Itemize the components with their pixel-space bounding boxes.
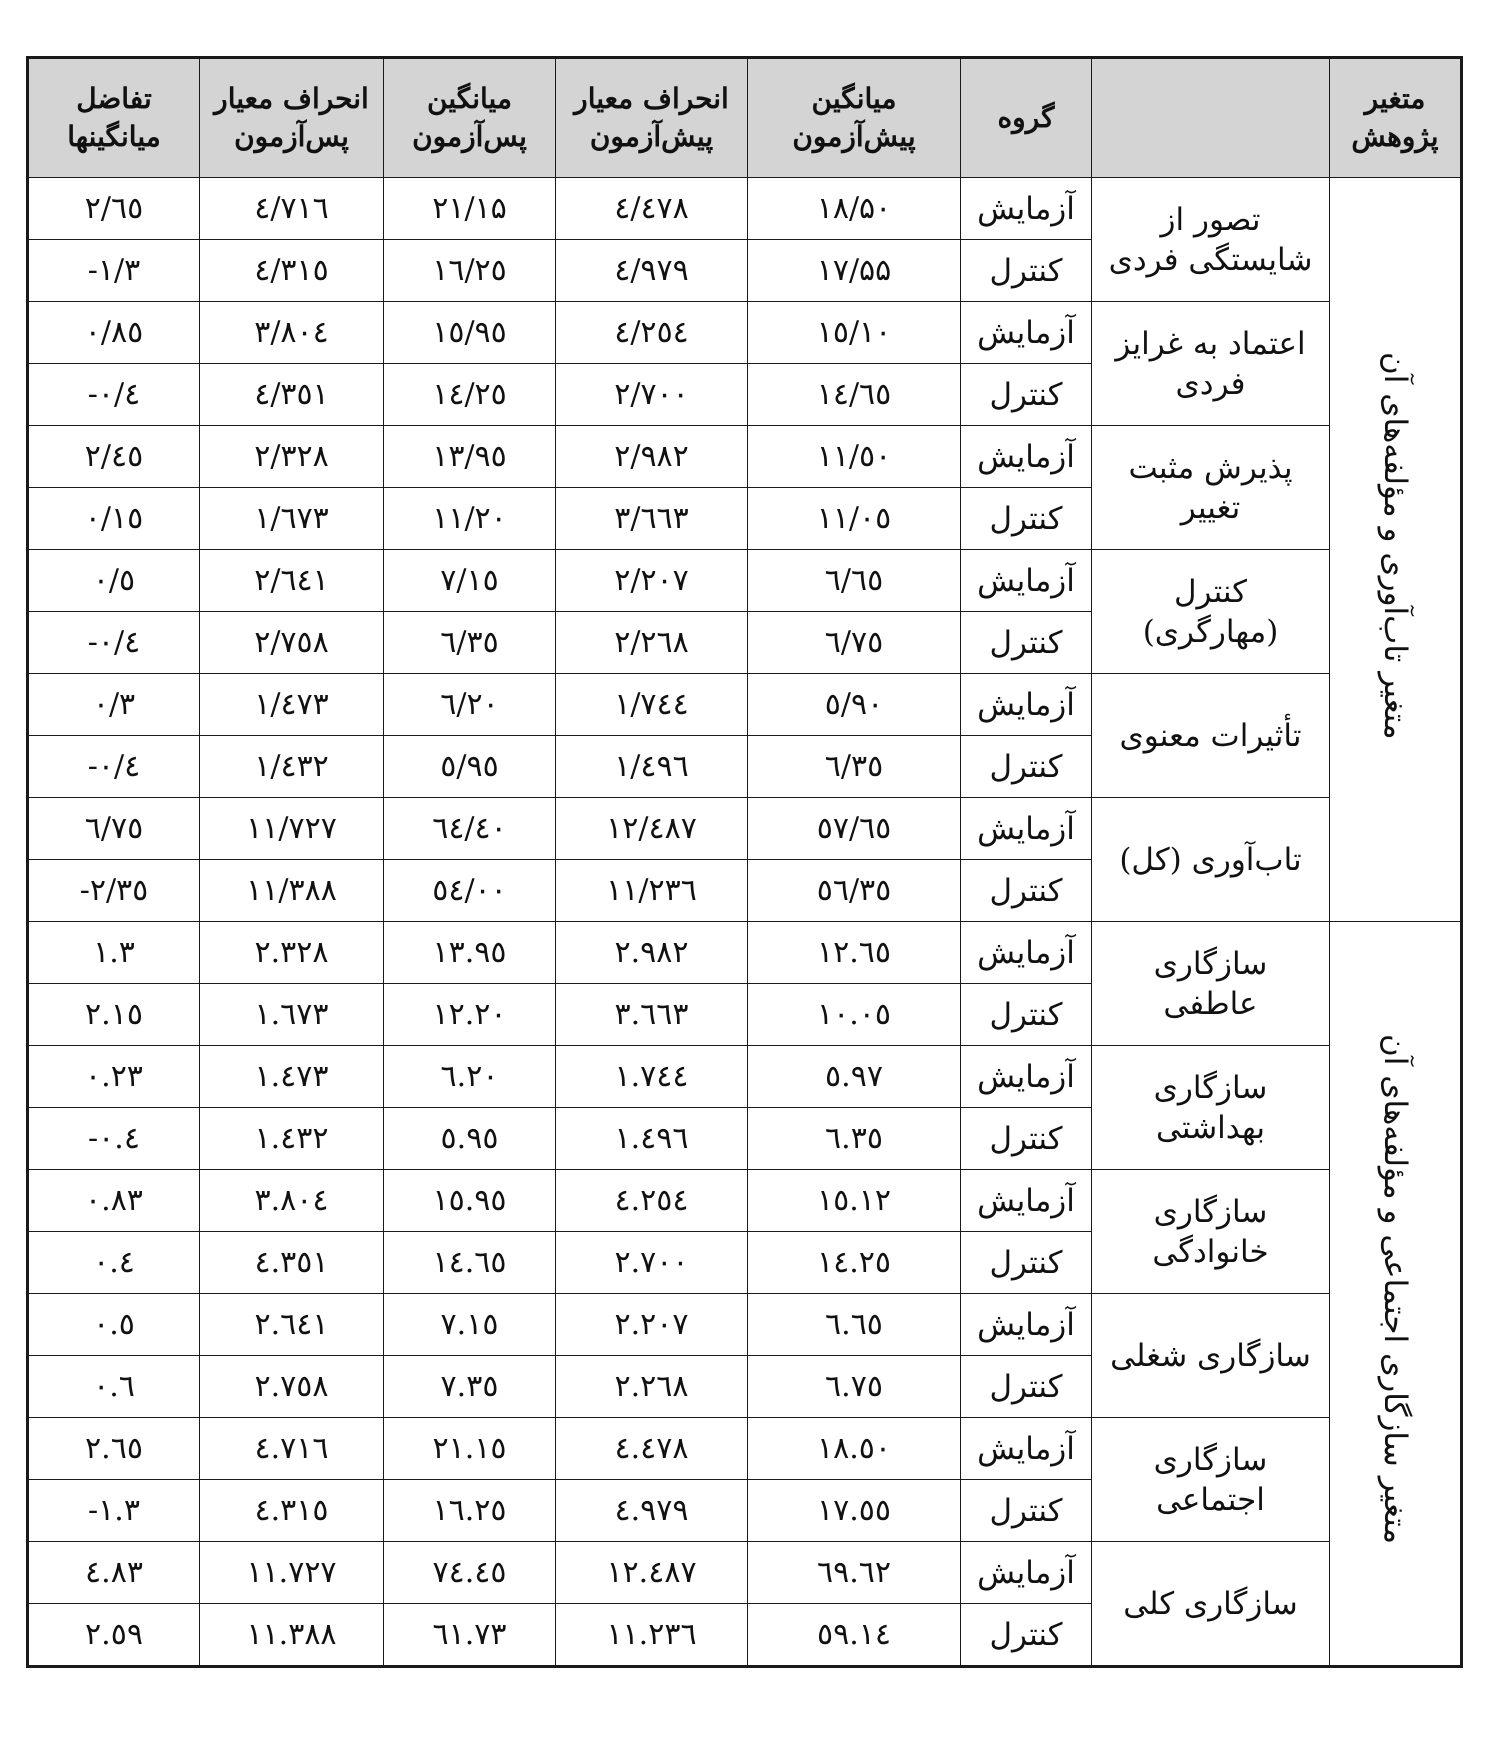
- pre-sd-cell: ۲.۲٦۸: [556, 1356, 748, 1418]
- header-post-sd: انحراف معیار پس‌آزمون: [200, 58, 384, 178]
- post-mean-cell: ٦/۳٥: [384, 612, 556, 674]
- table-row: [28, 426, 1462, 488]
- diff-cell: ۱.۳: [28, 922, 200, 984]
- subscale-label: تصور از: [1160, 201, 1261, 238]
- pre-mean-cell: ٥۷/٦٥: [748, 798, 961, 860]
- header-variable: متغیر پژوهش: [1330, 58, 1462, 178]
- pre-mean-cell: ٦/٦٥: [748, 550, 961, 612]
- group-cell: آزمایش: [961, 178, 1092, 240]
- subscale-label: سازگاری شغلی: [1110, 1337, 1311, 1374]
- header-subscale: [1092, 58, 1330, 178]
- group-cell: آزمایش: [961, 1542, 1092, 1604]
- post-sd-cell: ٤/٧١٦: [200, 178, 384, 240]
- subscale-label: شایستگی فردی: [1108, 241, 1313, 278]
- pre-sd-cell: ۳.٦٦۳: [556, 984, 748, 1046]
- post-mean-cell: ۱٦.۲٥: [384, 1480, 556, 1542]
- group-cell: کنترل: [961, 736, 1092, 798]
- subscale-cell: [1092, 1170, 1330, 1294]
- post-mean-cell: ۱٥/۹٥: [384, 302, 556, 364]
- subscale-cell: [1092, 674, 1330, 798]
- pre-sd-cell: ۱۲/٤۸۷: [556, 798, 748, 860]
- group-cell: آزمایش: [961, 922, 1092, 984]
- post-mean-cell: ٥/۹٥: [384, 736, 556, 798]
- pre-mean-cell: ٦.۳٥: [748, 1108, 961, 1170]
- pre-mean-cell: ۱۱/٥۰: [748, 426, 961, 488]
- pre-mean-cell: ٥.۹۷: [748, 1046, 961, 1108]
- table-row: [28, 674, 1462, 736]
- group-cell: کنترل: [961, 1356, 1092, 1418]
- subscale-cell: [1092, 178, 1330, 302]
- subscale-cell: [1092, 302, 1330, 426]
- variable-cell: [1330, 922, 1462, 1667]
- pre-mean-cell: ۱۱/۰٥: [748, 488, 961, 550]
- subscale-label: اعتماد به غرایز: [1115, 325, 1306, 362]
- subscale-cell: [1092, 1542, 1330, 1667]
- pre-sd-cell: ۲/۷۰۰: [556, 364, 748, 426]
- post-sd-cell: ۲.۷٥۸: [200, 1356, 384, 1418]
- diff-cell: -۱.۳: [28, 1480, 200, 1542]
- pre-sd-cell: ۱۱.۲۳٦: [556, 1604, 748, 1667]
- post-sd-cell: ٤/۳٥۱: [200, 364, 384, 426]
- diff-cell: -۰/٤: [28, 736, 200, 798]
- diff-cell: ۰.٥: [28, 1294, 200, 1356]
- header-pre-sd: انحراف معیار پیش‌آزمون: [556, 58, 748, 178]
- diff-cell: ۰/٥: [28, 550, 200, 612]
- pre-sd-cell: ۱/۷٤٤: [556, 674, 748, 736]
- subscale-label: کنترل: [1173, 573, 1248, 610]
- pre-mean-cell: ٥٦/۳٥: [748, 860, 961, 922]
- group-cell: کنترل: [961, 364, 1092, 426]
- post-mean-cell: ٦/۲۰: [384, 674, 556, 736]
- table-row: [28, 1418, 1462, 1480]
- table-row: [28, 302, 1462, 364]
- post-sd-cell: ٤/۳۱٥: [200, 240, 384, 302]
- diff-cell: ۲.۱٥: [28, 984, 200, 1046]
- subscale-label: سازگاری: [1153, 1441, 1268, 1478]
- subscale-cell: [1092, 426, 1330, 550]
- pre-sd-cell: ۱/٤۹٦: [556, 736, 748, 798]
- post-sd-cell: ۱.٤۷۳: [200, 1046, 384, 1108]
- diff-cell: -۲/۳٥: [28, 860, 200, 922]
- post-mean-cell: ٥٤/۰۰: [384, 860, 556, 922]
- pre-sd-cell: ٤.٤۷۸: [556, 1418, 748, 1480]
- post-mean-cell: ۱۳.۹٥: [384, 922, 556, 984]
- post-mean-cell: ۱۳/۹٥: [384, 426, 556, 488]
- post-sd-cell: ۳.۸۰٤: [200, 1170, 384, 1232]
- post-sd-cell: ۱۱/۳۸۸: [200, 860, 384, 922]
- pre-sd-cell: ۱.٤۹٦: [556, 1108, 748, 1170]
- post-sd-cell: ۱۱.۳۸۸: [200, 1604, 384, 1667]
- group-cell: آزمایش: [961, 798, 1092, 860]
- group-cell: کنترل: [961, 1604, 1092, 1667]
- subscale-label: بهداشتی: [1156, 1109, 1265, 1146]
- subscale-cell: [1092, 1046, 1330, 1170]
- pre-mean-cell: ۱٤/٦٥: [748, 364, 961, 426]
- pre-sd-cell: ٤/۲٥٤: [556, 302, 748, 364]
- diff-cell: ۰.۲۳: [28, 1046, 200, 1108]
- table-row: [28, 798, 1462, 860]
- subscale-label: تغییر: [1180, 489, 1241, 526]
- group-cell: کنترل: [961, 1108, 1092, 1170]
- pre-mean-cell: ۱٤.۲٥: [748, 1232, 961, 1294]
- pre-sd-cell: ۱۱/۲۳٦: [556, 860, 748, 922]
- diff-cell: -۰/٤: [28, 364, 200, 426]
- diff-cell: ۲/٦٥: [28, 178, 200, 240]
- group-cell: کنترل: [961, 860, 1092, 922]
- group-cell: کنترل: [961, 1480, 1092, 1542]
- pre-sd-cell: ۲.۷۰۰: [556, 1232, 748, 1294]
- pre-sd-cell: ۱۲.٤۸۷: [556, 1542, 748, 1604]
- group-cell: آزمایش: [961, 674, 1092, 736]
- post-mean-cell: ۱۱/۲۰: [384, 488, 556, 550]
- table-row: [28, 1046, 1462, 1108]
- post-mean-cell: ٦٤/٤۰: [384, 798, 556, 860]
- post-sd-cell: ۳/۸۰٤: [200, 302, 384, 364]
- subscale-label: اجتماعی: [1156, 1481, 1265, 1518]
- post-mean-cell: ۱۲.۲۰: [384, 984, 556, 1046]
- subscale-label: سازگاری کلی: [1123, 1585, 1298, 1622]
- post-mean-cell: ٦۱.۷۳: [384, 1604, 556, 1667]
- post-sd-cell: ۱/٤۳۲: [200, 736, 384, 798]
- subscale-label: سازگاری: [1153, 1069, 1268, 1106]
- pre-mean-cell: ۱۷.٥٥: [748, 1480, 961, 1542]
- diff-cell: ۰/۸٥: [28, 302, 200, 364]
- subscale-label: (مهارگری): [1142, 613, 1279, 650]
- pre-sd-cell: ۲/۲۰۷: [556, 550, 748, 612]
- group-cell: کنترل: [961, 488, 1092, 550]
- pre-mean-cell: ۱۲.٦٥: [748, 922, 961, 984]
- post-sd-cell: ٤.۳٥۱: [200, 1232, 384, 1294]
- diff-cell: ۲.٥۹: [28, 1604, 200, 1667]
- pre-mean-cell: ۱۰.۰٥: [748, 984, 961, 1046]
- subscale-cell: [1092, 922, 1330, 1046]
- pre-sd-cell: ٤.۲٥٤: [556, 1170, 748, 1232]
- group-cell: کنترل: [961, 612, 1092, 674]
- pre-mean-cell: ٥۹.۱٤: [748, 1604, 961, 1667]
- post-mean-cell: ۱٥.۹٥: [384, 1170, 556, 1232]
- pre-mean-cell: ۱٥/۱۰: [748, 302, 961, 364]
- pre-sd-cell: ٤/۹۷۹: [556, 240, 748, 302]
- variable-label: متغیر سازگاری اجتماعی و مؤلفه‌های آن: [1377, 1034, 1413, 1545]
- diff-cell: ۰/۳: [28, 674, 200, 736]
- post-sd-cell: ۱/٦۷۳: [200, 488, 384, 550]
- post-sd-cell: ۲.٦٤۱: [200, 1294, 384, 1356]
- header-post-mean: میانگین پس‌آزمون: [384, 58, 556, 178]
- pre-sd-cell: ۱.۷٤٤: [556, 1046, 748, 1108]
- post-sd-cell: ۲/۳۲۸: [200, 426, 384, 488]
- subscale-cell: [1092, 1418, 1330, 1542]
- group-cell: آزمایش: [961, 1046, 1092, 1108]
- pre-mean-cell: ٦/۷٥: [748, 612, 961, 674]
- subscale-label: عاطفی: [1163, 985, 1258, 1022]
- group-cell: آزمایش: [961, 1294, 1092, 1356]
- subscale-cell: [1092, 798, 1330, 922]
- diff-cell: ۰.٦: [28, 1356, 200, 1418]
- group-cell: آزمایش: [961, 1170, 1092, 1232]
- diff-cell: -۱/۳: [28, 240, 200, 302]
- post-mean-cell: ۱٤/۲٥: [384, 364, 556, 426]
- post-mean-cell: ۱٤.٦٥: [384, 1232, 556, 1294]
- group-cell: کنترل: [961, 984, 1092, 1046]
- group-cell: کنترل: [961, 1232, 1092, 1294]
- subscale-label: خانوادگی: [1152, 1233, 1269, 1270]
- subscale-cell: [1092, 550, 1330, 674]
- diff-cell: ٤.۸۳: [28, 1542, 200, 1604]
- table-row: [28, 1542, 1462, 1604]
- subscale-label: فردی: [1175, 365, 1246, 402]
- diff-cell: ۰.۸۳: [28, 1170, 200, 1232]
- variable-cell: [1330, 178, 1462, 922]
- pre-sd-cell: ۳/٦٦۳: [556, 488, 748, 550]
- subscale-cell: [1092, 1294, 1330, 1418]
- pre-mean-cell: ۱۸/۵۰: [748, 178, 961, 240]
- subscale-label: تأثیرات معنوی: [1119, 717, 1302, 754]
- post-mean-cell: ۲۱/۱۵: [384, 178, 556, 240]
- group-cell: آزمایش: [961, 1418, 1092, 1480]
- pre-mean-cell: ۱۷/۵۵: [748, 240, 961, 302]
- post-sd-cell: ۱.٦۷۳: [200, 984, 384, 1046]
- pre-sd-cell: ٤/٤٧٨: [556, 178, 748, 240]
- pre-sd-cell: ۲/۹۸۲: [556, 426, 748, 488]
- header-mean-diff: تفاضل میانگینها: [28, 58, 200, 178]
- post-sd-cell: ٤.۳۱٥: [200, 1480, 384, 1542]
- subscale-label: تاب‌آوری (کل): [1119, 841, 1302, 878]
- diff-cell: -۰/٤: [28, 612, 200, 674]
- post-mean-cell: ۱٦/۲٥: [384, 240, 556, 302]
- group-cell: کنترل: [961, 240, 1092, 302]
- group-cell: آزمایش: [961, 426, 1092, 488]
- post-mean-cell: ۷.۳٥: [384, 1356, 556, 1418]
- pre-mean-cell: ۱٥.۱۲: [748, 1170, 961, 1232]
- table-row: [28, 550, 1462, 612]
- pre-sd-cell: ۲/۲٦۸: [556, 612, 748, 674]
- post-mean-cell: ۷٤.٤٥: [384, 1542, 556, 1604]
- header-pre-mean: میانگین پیش‌آزمون: [748, 58, 961, 178]
- pre-mean-cell: ٦.٦٥: [748, 1294, 961, 1356]
- diff-cell: ٦/۷٥: [28, 798, 200, 860]
- header-row: [28, 58, 1462, 178]
- post-mean-cell: ۷.۱٥: [384, 1294, 556, 1356]
- post-sd-cell: ۱۱/۷۲۷: [200, 798, 384, 860]
- group-cell: آزمایش: [961, 302, 1092, 364]
- pre-sd-cell: ۲.۲۰۷: [556, 1294, 748, 1356]
- post-mean-cell: ۲۱.۱٥: [384, 1418, 556, 1480]
- table-row: [28, 178, 1462, 240]
- post-sd-cell: ۱/٤۷۳: [200, 674, 384, 736]
- pre-mean-cell: ٥/۹۰: [748, 674, 961, 736]
- results-table: [26, 56, 1463, 1668]
- subscale-label: سازگاری: [1153, 945, 1268, 982]
- post-sd-cell: ٤.۷۱٦: [200, 1418, 384, 1480]
- group-cell: آزمایش: [961, 550, 1092, 612]
- pre-mean-cell: ٦/۳٥: [748, 736, 961, 798]
- pre-sd-cell: ۲.۹۸۲: [556, 922, 748, 984]
- diff-cell: ۲/٤٥: [28, 426, 200, 488]
- post-sd-cell: ۲/٦٤۱: [200, 550, 384, 612]
- header-group: گروه: [961, 58, 1092, 178]
- post-sd-cell: ۱۱.۷۲۷: [200, 1542, 384, 1604]
- diff-cell: ۲.٦٥: [28, 1418, 200, 1480]
- pre-mean-cell: ٦.۷٥: [748, 1356, 961, 1418]
- table-row: [28, 1294, 1462, 1356]
- table-row: [28, 922, 1462, 984]
- pre-sd-cell: ٤.۹۷۹: [556, 1480, 748, 1542]
- pre-mean-cell: ۱۸.٥۰: [748, 1418, 961, 1480]
- subscale-label: سازگاری: [1153, 1193, 1268, 1230]
- table-row: [28, 1170, 1462, 1232]
- diff-cell: ۰.٤: [28, 1232, 200, 1294]
- variable-label: متغیر تاب‌آوری و مؤلفه‌های آن: [1377, 351, 1413, 740]
- post-sd-cell: ۲.۳۲۸: [200, 922, 384, 984]
- post-sd-cell: ۲/۷٥۸: [200, 612, 384, 674]
- pre-mean-cell: ٦۹.٦۲: [748, 1542, 961, 1604]
- post-mean-cell: ٥.۹٥: [384, 1108, 556, 1170]
- post-mean-cell: ٦.۲۰: [384, 1046, 556, 1108]
- diff-cell: ۰/۱٥: [28, 488, 200, 550]
- subscale-label: پذیرش مثبت: [1128, 449, 1293, 486]
- post-sd-cell: ۱.٤۳۲: [200, 1108, 384, 1170]
- post-mean-cell: ۷/۱٥: [384, 550, 556, 612]
- diff-cell: -۰.٤: [28, 1108, 200, 1170]
